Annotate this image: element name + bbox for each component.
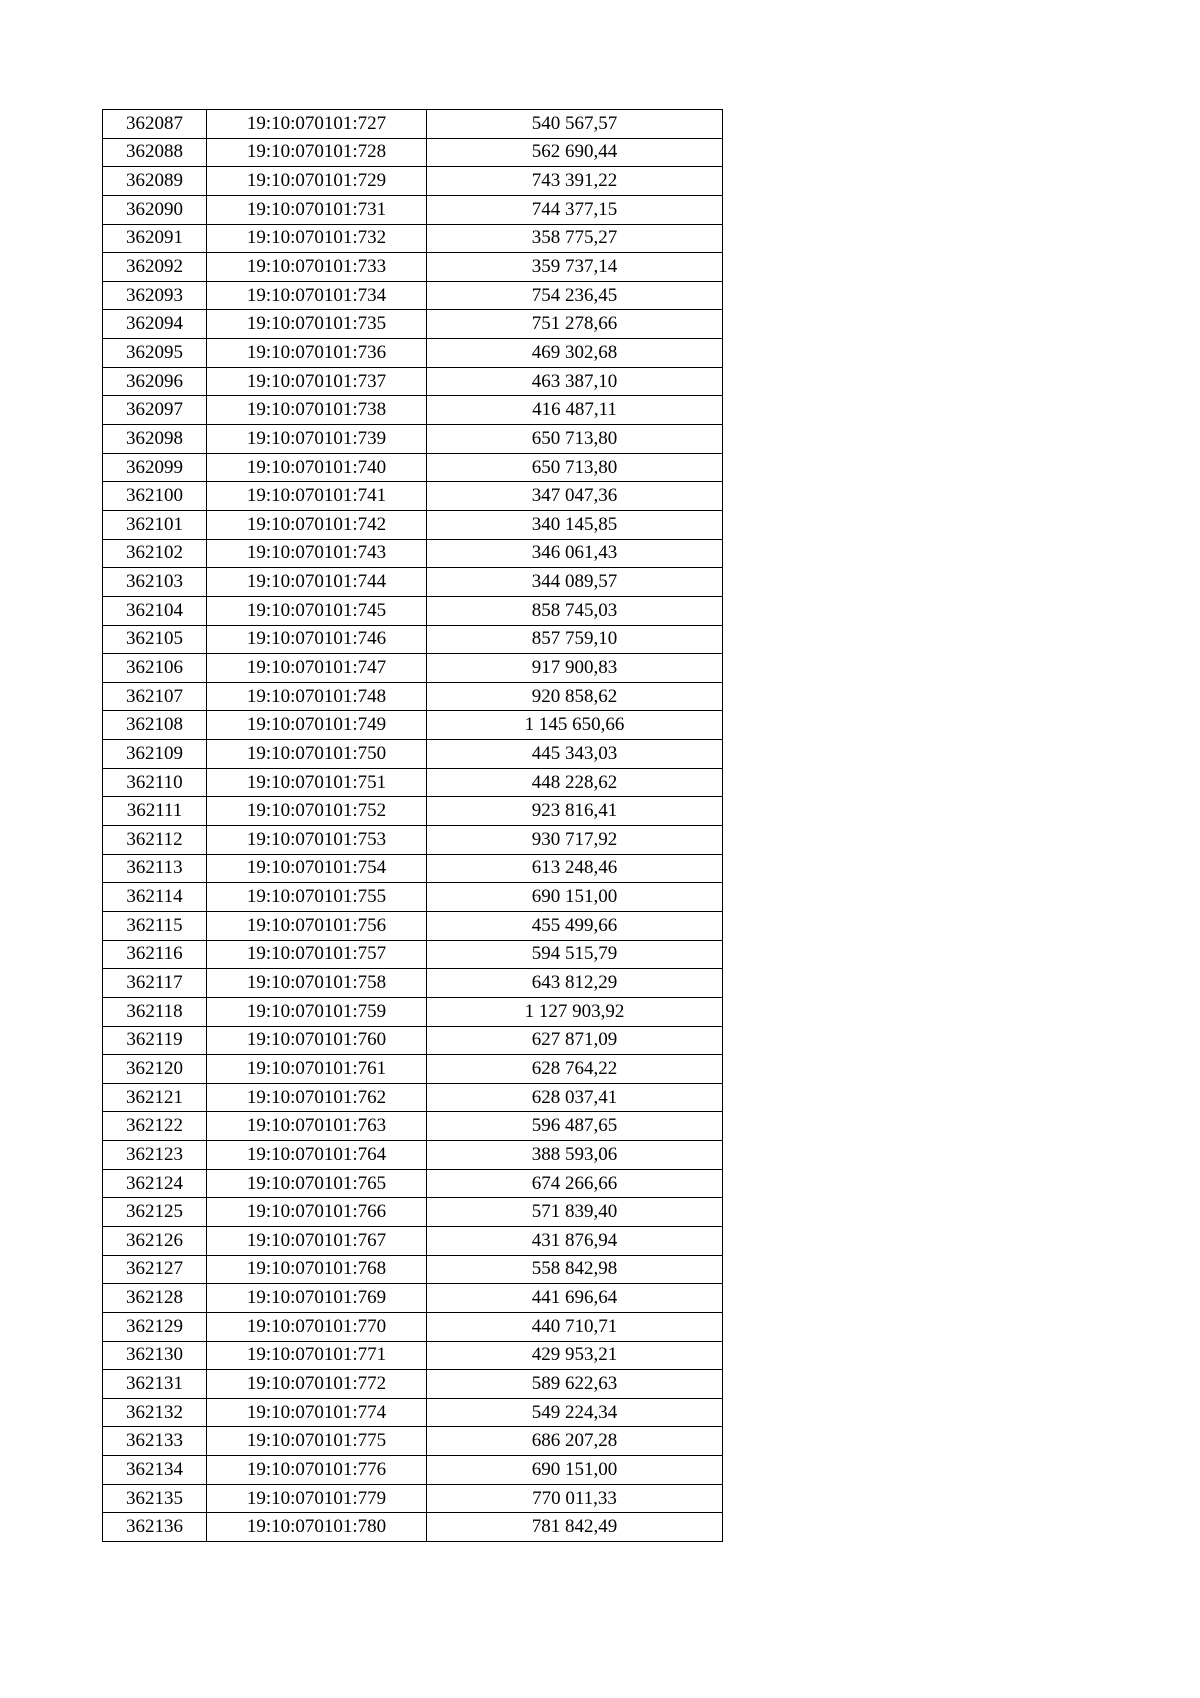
cadastral-number-cell: 19:10:070101:753 bbox=[207, 826, 427, 855]
table-row bbox=[103, 654, 723, 683]
table-row bbox=[103, 1198, 723, 1227]
cadastral-number-cell: 19:10:070101:761 bbox=[207, 1055, 427, 1084]
cadastral-number-cell: 19:10:070101:739 bbox=[207, 425, 427, 454]
cadastral-number-cell: 19:10:070101:775 bbox=[207, 1427, 427, 1456]
cadastral-number-cell: 19:10:070101:767 bbox=[207, 1226, 427, 1255]
table-row bbox=[103, 482, 723, 511]
table-row bbox=[103, 997, 723, 1026]
cadastral-number-cell: 19:10:070101:760 bbox=[207, 1026, 427, 1055]
cadastral-number-cell: 19:10:070101:765 bbox=[207, 1169, 427, 1198]
cadastral-number-cell: 19:10:070101:742 bbox=[207, 510, 427, 539]
row-number-cell: 362130 bbox=[103, 1341, 207, 1370]
table-row bbox=[103, 339, 723, 368]
value-cell: 781 842,49 bbox=[427, 1513, 723, 1542]
cadastral-number-cell: 19:10:070101:734 bbox=[207, 281, 427, 310]
table-row bbox=[103, 1226, 723, 1255]
row-number-cell: 362127 bbox=[103, 1255, 207, 1284]
row-number-cell: 362123 bbox=[103, 1141, 207, 1170]
value-cell: 613 248,46 bbox=[427, 854, 723, 883]
row-number-cell: 362124 bbox=[103, 1169, 207, 1198]
table-row bbox=[103, 310, 723, 339]
row-number-cell: 362093 bbox=[103, 281, 207, 310]
table-row bbox=[103, 940, 723, 969]
cadastral-number-cell: 19:10:070101:779 bbox=[207, 1484, 427, 1513]
row-number-cell: 362104 bbox=[103, 596, 207, 625]
table-row bbox=[103, 425, 723, 454]
row-number-cell: 362117 bbox=[103, 969, 207, 998]
cadastral-number-cell: 19:10:070101:776 bbox=[207, 1456, 427, 1485]
row-number-cell: 362134 bbox=[103, 1456, 207, 1485]
cadastral-number-cell: 19:10:070101:771 bbox=[207, 1341, 427, 1370]
cadastral-number-cell: 19:10:070101:768 bbox=[207, 1255, 427, 1284]
value-cell: 686 207,28 bbox=[427, 1427, 723, 1456]
value-cell: 540 567,57 bbox=[427, 110, 723, 139]
table-row bbox=[103, 1141, 723, 1170]
row-number-cell: 362132 bbox=[103, 1398, 207, 1427]
value-cell: 857 759,10 bbox=[427, 625, 723, 654]
table-row bbox=[103, 1398, 723, 1427]
value-cell: 650 713,80 bbox=[427, 425, 723, 454]
cadastral-number-cell: 19:10:070101:766 bbox=[207, 1198, 427, 1227]
table-row bbox=[103, 969, 723, 998]
table-row bbox=[103, 453, 723, 482]
value-cell: 628 037,41 bbox=[427, 1083, 723, 1112]
table-row bbox=[103, 110, 723, 139]
cadastral-number-cell: 19:10:070101:738 bbox=[207, 396, 427, 425]
cadastral-number-cell: 19:10:070101:746 bbox=[207, 625, 427, 654]
row-number-cell: 362111 bbox=[103, 797, 207, 826]
table-row bbox=[103, 167, 723, 196]
value-cell: 448 228,62 bbox=[427, 768, 723, 797]
value-cell: 930 717,92 bbox=[427, 826, 723, 855]
row-number-cell: 362136 bbox=[103, 1513, 207, 1542]
row-number-cell: 362135 bbox=[103, 1484, 207, 1513]
cadastral-number-cell: 19:10:070101:748 bbox=[207, 682, 427, 711]
row-number-cell: 362110 bbox=[103, 768, 207, 797]
row-number-cell: 362107 bbox=[103, 682, 207, 711]
row-number-cell: 362108 bbox=[103, 711, 207, 740]
value-cell: 594 515,79 bbox=[427, 940, 723, 969]
value-cell: 549 224,34 bbox=[427, 1398, 723, 1427]
value-cell: 690 151,00 bbox=[427, 883, 723, 912]
row-number-cell: 362096 bbox=[103, 367, 207, 396]
value-cell: 358 775,27 bbox=[427, 224, 723, 253]
value-cell: 628 764,22 bbox=[427, 1055, 723, 1084]
table-row bbox=[103, 826, 723, 855]
value-cell: 917 900,83 bbox=[427, 654, 723, 683]
value-cell: 920 858,62 bbox=[427, 682, 723, 711]
row-number-cell: 362120 bbox=[103, 1055, 207, 1084]
table-body bbox=[103, 110, 723, 1542]
row-number-cell: 362097 bbox=[103, 396, 207, 425]
row-number-cell: 362131 bbox=[103, 1370, 207, 1399]
cadastral-number-cell: 19:10:070101:770 bbox=[207, 1312, 427, 1341]
cadastral-number-cell: 19:10:070101:743 bbox=[207, 539, 427, 568]
table-row bbox=[103, 625, 723, 654]
row-number-cell: 362113 bbox=[103, 854, 207, 883]
value-cell: 589 622,63 bbox=[427, 1370, 723, 1399]
table-row bbox=[103, 568, 723, 597]
value-cell: 744 377,15 bbox=[427, 195, 723, 224]
cadastral-number-cell: 19:10:070101:727 bbox=[207, 110, 427, 139]
row-number-cell: 362098 bbox=[103, 425, 207, 454]
table-row bbox=[103, 1083, 723, 1112]
cadastral-number-cell: 19:10:070101:747 bbox=[207, 654, 427, 683]
table-row bbox=[103, 854, 723, 883]
table-row bbox=[103, 911, 723, 940]
row-number-cell: 362114 bbox=[103, 883, 207, 912]
cadastral-number-cell: 19:10:070101:733 bbox=[207, 253, 427, 282]
table-row bbox=[103, 1284, 723, 1313]
cadastral-number-cell: 19:10:070101:731 bbox=[207, 195, 427, 224]
cadastral-number-cell: 19:10:070101:758 bbox=[207, 969, 427, 998]
table-row bbox=[103, 253, 723, 282]
table-row bbox=[103, 1427, 723, 1456]
value-cell: 650 713,80 bbox=[427, 453, 723, 482]
table-row bbox=[103, 138, 723, 167]
cadastral-number-cell: 19:10:070101:772 bbox=[207, 1370, 427, 1399]
row-number-cell: 362094 bbox=[103, 310, 207, 339]
cadastral-number-cell: 19:10:070101:763 bbox=[207, 1112, 427, 1141]
cadastral-number-cell: 19:10:070101:744 bbox=[207, 568, 427, 597]
table-row bbox=[103, 396, 723, 425]
row-number-cell: 362125 bbox=[103, 1198, 207, 1227]
table-row bbox=[103, 1255, 723, 1284]
table-row bbox=[103, 510, 723, 539]
cadastral-number-cell: 19:10:070101:755 bbox=[207, 883, 427, 912]
value-cell: 770 011,33 bbox=[427, 1484, 723, 1513]
row-number-cell: 362105 bbox=[103, 625, 207, 654]
table-row bbox=[103, 1055, 723, 1084]
table-row bbox=[103, 711, 723, 740]
cadastral-number-cell: 19:10:070101:740 bbox=[207, 453, 427, 482]
table-row bbox=[103, 1341, 723, 1370]
cadastral-number-cell: 19:10:070101:756 bbox=[207, 911, 427, 940]
value-cell: 571 839,40 bbox=[427, 1198, 723, 1227]
value-cell: 562 690,44 bbox=[427, 138, 723, 167]
row-number-cell: 362106 bbox=[103, 654, 207, 683]
value-cell: 858 745,03 bbox=[427, 596, 723, 625]
row-number-cell: 362115 bbox=[103, 911, 207, 940]
value-cell: 346 061,43 bbox=[427, 539, 723, 568]
table-row bbox=[103, 1513, 723, 1542]
row-number-cell: 362087 bbox=[103, 110, 207, 139]
cadastral-number-cell: 19:10:070101:752 bbox=[207, 797, 427, 826]
value-cell: 429 953,21 bbox=[427, 1341, 723, 1370]
cadastral-number-cell: 19:10:070101:769 bbox=[207, 1284, 427, 1313]
cadastral-number-cell: 19:10:070101:736 bbox=[207, 339, 427, 368]
cadastral-number-cell: 19:10:070101:732 bbox=[207, 224, 427, 253]
row-number-cell: 362133 bbox=[103, 1427, 207, 1456]
cadastral-number-cell: 19:10:070101:780 bbox=[207, 1513, 427, 1542]
row-number-cell: 362095 bbox=[103, 339, 207, 368]
row-number-cell: 362109 bbox=[103, 740, 207, 769]
value-cell: 441 696,64 bbox=[427, 1284, 723, 1313]
table-row bbox=[103, 1484, 723, 1513]
cadastral-number-cell: 19:10:070101:764 bbox=[207, 1141, 427, 1170]
value-cell: 596 487,65 bbox=[427, 1112, 723, 1141]
table-row bbox=[103, 1169, 723, 1198]
cadastral-number-cell: 19:10:070101:750 bbox=[207, 740, 427, 769]
row-number-cell: 362088 bbox=[103, 138, 207, 167]
table-row bbox=[103, 1112, 723, 1141]
cadastral-number-cell: 19:10:070101:745 bbox=[207, 596, 427, 625]
value-cell: 463 387,10 bbox=[427, 367, 723, 396]
value-cell: 751 278,66 bbox=[427, 310, 723, 339]
table-row bbox=[103, 1456, 723, 1485]
value-cell: 359 737,14 bbox=[427, 253, 723, 282]
table-row bbox=[103, 539, 723, 568]
cadastral-number-cell: 19:10:070101:729 bbox=[207, 167, 427, 196]
cadastral-number-cell: 19:10:070101:759 bbox=[207, 997, 427, 1026]
value-cell: 344 089,57 bbox=[427, 568, 723, 597]
cadastral-number-cell: 19:10:070101:741 bbox=[207, 482, 427, 511]
value-cell: 627 871,09 bbox=[427, 1026, 723, 1055]
cadastral-number-cell: 19:10:070101:737 bbox=[207, 367, 427, 396]
value-cell: 455 499,66 bbox=[427, 911, 723, 940]
table-row bbox=[103, 768, 723, 797]
value-cell: 469 302,68 bbox=[427, 339, 723, 368]
row-number-cell: 362089 bbox=[103, 167, 207, 196]
table-row bbox=[103, 281, 723, 310]
cadastral-number-cell: 19:10:070101:754 bbox=[207, 854, 427, 883]
value-cell: 340 145,85 bbox=[427, 510, 723, 539]
cadastral-number-cell: 19:10:070101:762 bbox=[207, 1083, 427, 1112]
cadastral-value-table bbox=[102, 109, 723, 1542]
row-number-cell: 362121 bbox=[103, 1083, 207, 1112]
row-number-cell: 362101 bbox=[103, 510, 207, 539]
value-cell: 1 145 650,66 bbox=[427, 711, 723, 740]
value-cell: 445 343,03 bbox=[427, 740, 723, 769]
row-number-cell: 362118 bbox=[103, 997, 207, 1026]
row-number-cell: 362103 bbox=[103, 568, 207, 597]
table-row bbox=[103, 1026, 723, 1055]
row-number-cell: 362122 bbox=[103, 1112, 207, 1141]
value-cell: 690 151,00 bbox=[427, 1456, 723, 1485]
cadastral-number-cell: 19:10:070101:774 bbox=[207, 1398, 427, 1427]
cadastral-number-cell: 19:10:070101:751 bbox=[207, 768, 427, 797]
value-cell: 558 842,98 bbox=[427, 1255, 723, 1284]
row-number-cell: 362128 bbox=[103, 1284, 207, 1313]
value-cell: 440 710,71 bbox=[427, 1312, 723, 1341]
table-row bbox=[103, 682, 723, 711]
table-row bbox=[103, 367, 723, 396]
value-cell: 431 876,94 bbox=[427, 1226, 723, 1255]
row-number-cell: 362092 bbox=[103, 253, 207, 282]
value-cell: 388 593,06 bbox=[427, 1141, 723, 1170]
value-cell: 1 127 903,92 bbox=[427, 997, 723, 1026]
cadastral-number-cell: 19:10:070101:728 bbox=[207, 138, 427, 167]
row-number-cell: 362112 bbox=[103, 826, 207, 855]
value-cell: 743 391,22 bbox=[427, 167, 723, 196]
row-number-cell: 362126 bbox=[103, 1226, 207, 1255]
value-cell: 923 816,41 bbox=[427, 797, 723, 826]
row-number-cell: 362102 bbox=[103, 539, 207, 568]
cadastral-number-cell: 19:10:070101:735 bbox=[207, 310, 427, 339]
table-row bbox=[103, 740, 723, 769]
value-cell: 643 812,29 bbox=[427, 969, 723, 998]
row-number-cell: 362100 bbox=[103, 482, 207, 511]
cadastral-number-cell: 19:10:070101:749 bbox=[207, 711, 427, 740]
table-row bbox=[103, 596, 723, 625]
table-row bbox=[103, 883, 723, 912]
value-cell: 754 236,45 bbox=[427, 281, 723, 310]
row-number-cell: 362119 bbox=[103, 1026, 207, 1055]
table-row bbox=[103, 224, 723, 253]
row-number-cell: 362090 bbox=[103, 195, 207, 224]
row-number-cell: 362091 bbox=[103, 224, 207, 253]
table-row bbox=[103, 1370, 723, 1399]
row-number-cell: 362099 bbox=[103, 453, 207, 482]
table-row bbox=[103, 195, 723, 224]
table-row bbox=[103, 1312, 723, 1341]
row-number-cell: 362129 bbox=[103, 1312, 207, 1341]
cadastral-number-cell: 19:10:070101:757 bbox=[207, 940, 427, 969]
value-cell: 674 266,66 bbox=[427, 1169, 723, 1198]
table-row bbox=[103, 797, 723, 826]
row-number-cell: 362116 bbox=[103, 940, 207, 969]
value-cell: 416 487,11 bbox=[427, 396, 723, 425]
value-cell: 347 047,36 bbox=[427, 482, 723, 511]
